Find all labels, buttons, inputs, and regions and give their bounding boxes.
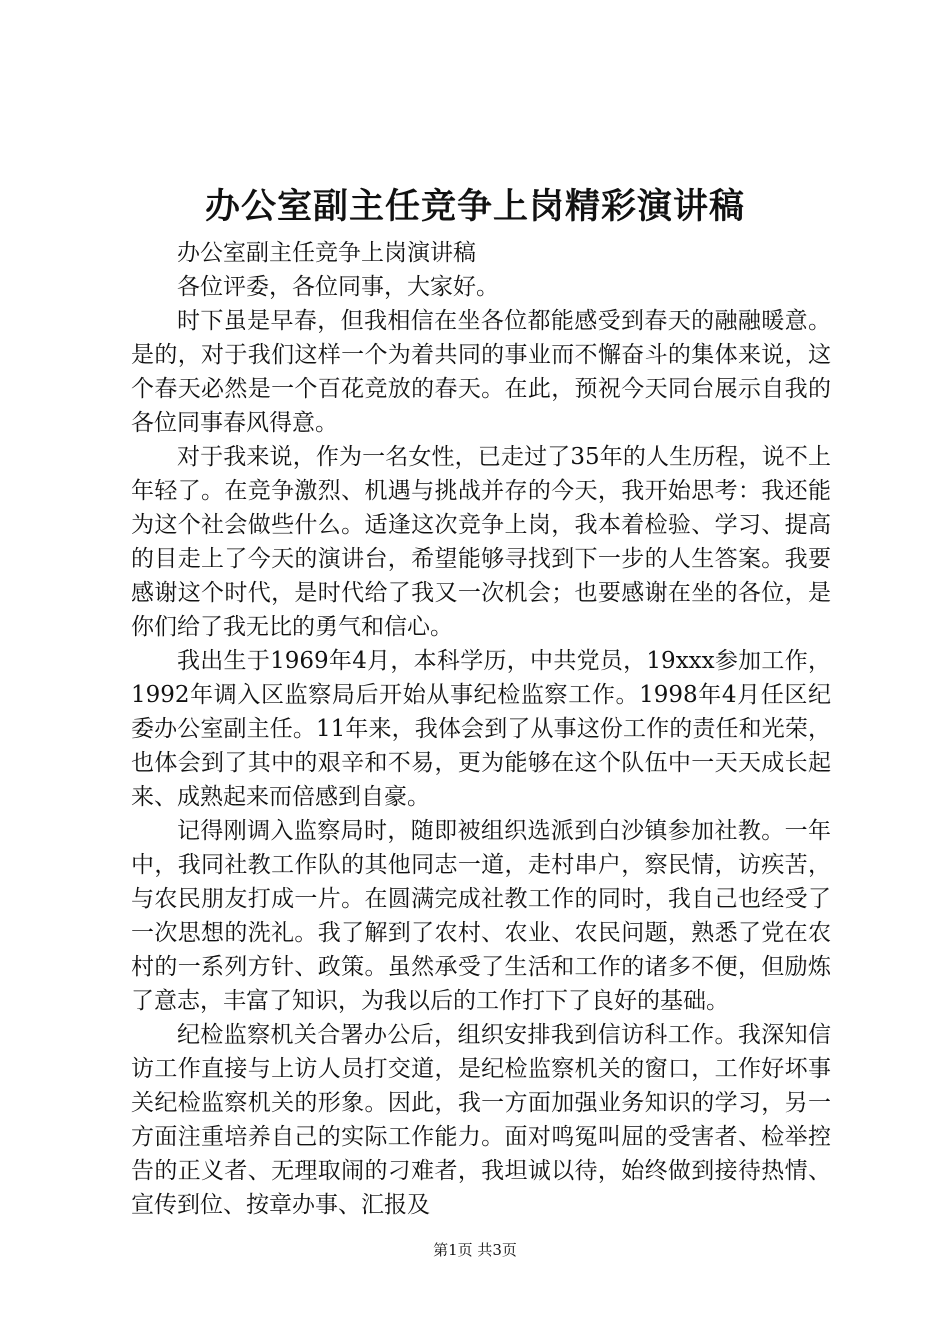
paragraph: 对于我来说，作为一名女性，已走过了35年的人生历程，说不上年轻了。在竞争激烈、机遇与挑战并存的今天，我开始思考：我还能为这个社会做些什么。适逢这次竞争上岗，我本着检验、学习、提高的目走上了今天的演讲台，希望能够寻找到下一步的人生答案。我要感谢这个时代，是时代给了我又一次机会；也要感谢在坐的各位，是你们给了我无比的勇气和信心。 (131, 444, 831, 640)
page-footer: 第1页 共3页 (433, 1241, 517, 1259)
document-body (131, 236, 831, 1222)
paragraph: 记得刚调入监察局时，随即被组织选派到白沙镇参加社教。一年中，我同社教工作队的其他同志一道，走村串户，察民情，访疾苦，与农民朋友打成一片。在圆满完成社教工作的同时，我自己也经受了一次思想的洗礼。我了解到了农村、农业、农民问题，熟悉了党在农村的一系列方针、政策。虽然承受了生活和工作的诸多不便，但励炼了意志，丰富了知识，为我以后的工作打下了良好的基础。 (131, 818, 831, 1014)
paragraph: 我出生于1969年4月，本科学历，中共党员，19xxx参加工作，1992年调入区监察局后开始从事纪检监察工作。1998年4月任区纪委办公室副主任。11年来，我体会到了从事这份工作的责任和光荣，也体会到了其中的艰辛和不易，更为能够在这个队伍中一天天成长起来、成熟起来而倍感到自豪。 (131, 648, 831, 810)
document-title: 办公室副主任竞争上岗精彩演讲稿 (204, 186, 745, 227)
paragraph: 时下虽是早春，但我相信在坐各位都能感受到春天的融融暖意。是的，对于我们这样一个为着共同的事业而不懈奋斗的集体来说，这个春天必然是一个百花竞放的春天。在此，预祝今天同台展示自我的各位同事春风得意。 (131, 308, 831, 436)
paragraph: 纪检监察机关合署办公后，组织安排我到信访科工作。我深知信访工作直接与上访人员打交道，是纪检监察机关的窗口，工作好坏事关纪检监察机关的形象。因此，我一方面加强业务知识的学习，另一方面注重培养自己的实际工作能力。面对鸣冤叫屈的受害者、检举控告的正义者、无理取闹的刁难者，我坦诚以待，始终做到接待热情、宣传到位、按章办事、汇报及 (131, 1022, 831, 1218)
subtitle-line: 办公室副主任竞争上岗演讲稿 (177, 240, 476, 266)
greeting-line: 各位评委，各位同事，大家好。 (177, 274, 499, 300)
